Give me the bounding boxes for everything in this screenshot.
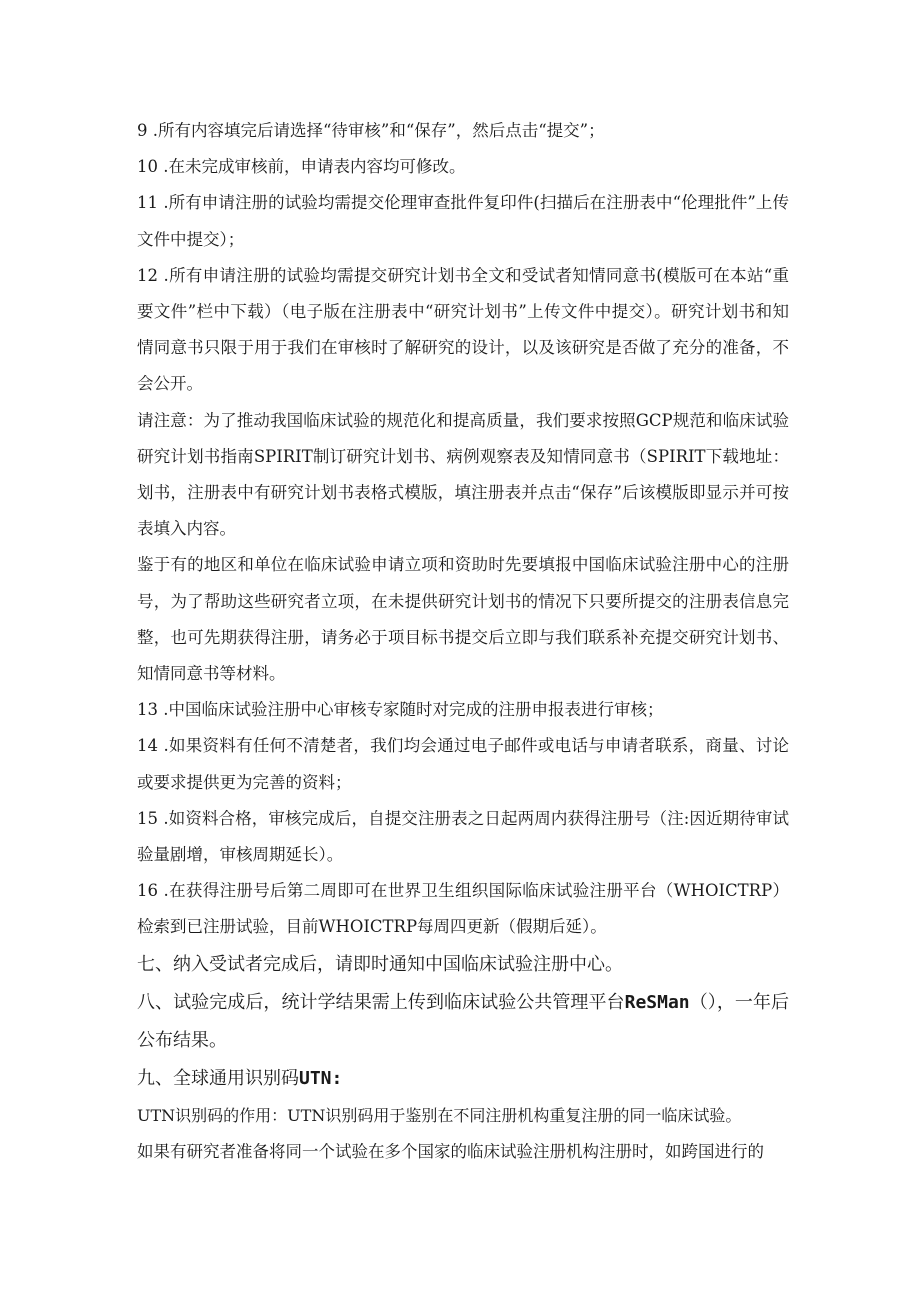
item-13: 13 .中国临床试验注册中心审核专家随时对完成的注册申报表进行审核；	[137, 700, 664, 720]
item-16: 16 .在获得注册号后第二周即可在世界卫生组织国际临床试验注册平台（WHOICTRP）检索到已注册试验，目前WHOICTRP每周四更新（假期后延）。	[137, 881, 789, 937]
item-14: 14 .如果资料有任何不清楚者，我们均会通过电子邮件或电话与申请者联系，商量、讨论或要求提供更为完善的资料；	[137, 736, 789, 792]
section-7: 七、纳入受试者完成后，请即时通知中国临床试验注册中心。	[137, 953, 623, 975]
item-11: 11 .所有申请注册的试验均需提交伦理审查批件复印件(扫描后在注册表中“伦理批件”上传文件中提交）；	[137, 193, 789, 249]
item-10: 10 .在未完成审核前，申请表内容均可修改。	[137, 157, 466, 177]
prereg-paragraph: 鉴于有的地区和单位在临床试验申请立项和资助时先要填报中国临床试验注册中心的注册号，为了帮助这些研究者立项，在未提供研究计划书的情况下只要所提交的注册表信息完整，也可先期获得注册，请务必于项目标书提交后立即与我们联系补充提交研究计划书、知情同意书等材料。	[137, 555, 789, 684]
section-8-text: 八、试验完成后，统计学结果需上传到临床试验公共管理平台	[137, 991, 625, 1013]
section-8	[137, 984, 789, 1060]
utn-purpose: UTN识别码的作用：UTN识别码用于鉴别在不同注册机构重复注册的同一临床试验。	[137, 1105, 742, 1125]
item-12: 12 .所有申请注册的试验均需提交研究计划书全文和受试者知情同意书(模版可在本站“重要文件”栏中下载）（电子版在注册表中“研究计划书”上传文件中提交）。研究计划书和知情同意书只限于用于我们在审核时了解研究的设计，以及该研究是否做了充分的准备，不会公开。	[137, 265, 789, 394]
utn-label: UTN:	[299, 1067, 343, 1089]
document-body	[137, 113, 789, 1170]
section-9-text: 九、全球通用识别码	[137, 1067, 299, 1089]
multi-registration-paragraph: 如果有研究者准备将同一个试验在多个国家的临床试验注册机构注册时，如跨国进行的	[137, 1141, 764, 1161]
resman-label: ReSMan	[624, 991, 690, 1013]
note-paragraph: 请注意：为了推动我国临床试验的规范化和提高质量，我们要求按照GCP规范和临床试验研究计划书指南SPIRIT制订研究计划书、病例观察表及知情同意书（SPIRIT下载地址：划书，注册表中有研究计划书表格式模版，填注册表并点击“保存”后该模版即显示并可按表填入内容。	[137, 410, 789, 539]
section-8-tail: （），一年后公布结果。	[137, 991, 789, 1051]
section-9	[137, 1060, 789, 1098]
item-9: 9 .所有内容填完后请选择“待审核”和“保存”，然后点击“提交”；	[137, 121, 605, 140]
item-15: 15 .如资料合格，审核完成后，自提交注册表之日起两周内获得注册号（注:因近期待审试验量剧增，审核周期延长）。	[137, 808, 789, 865]
